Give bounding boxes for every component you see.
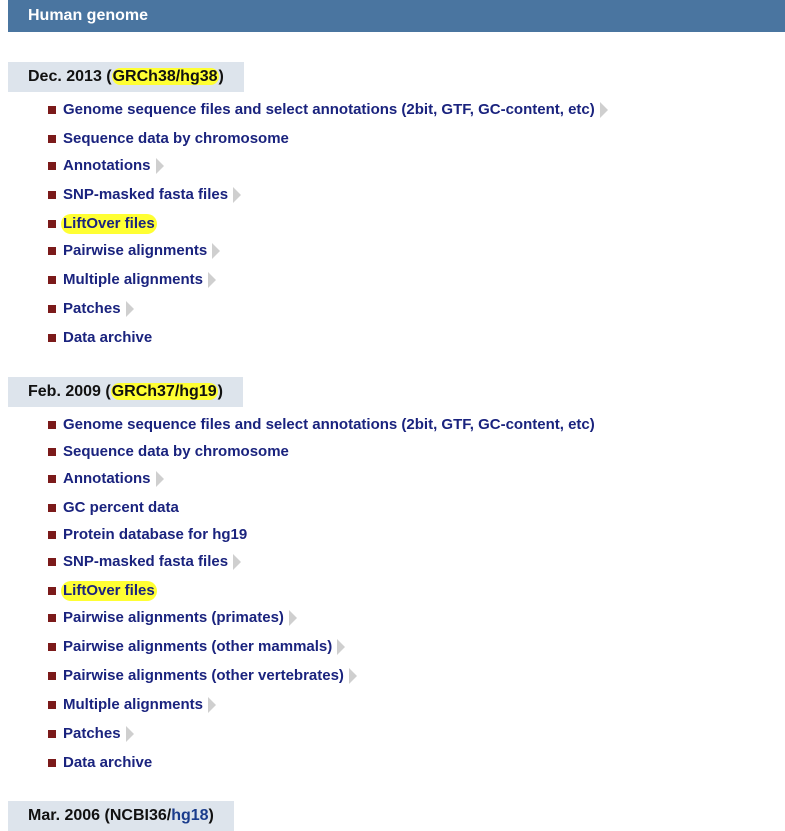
list-item [48,608,297,628]
pairwise-alignments-link[interactable]: Pairwise alignments [63,242,208,259]
list-item [48,525,247,545]
list-item [48,724,134,744]
bullet-icon [48,587,56,595]
bullet-icon [48,643,56,651]
list-item [48,129,289,149]
expand-arrow-icon[interactable] [337,639,345,655]
multiple-alignments-link[interactable]: Multiple alignments [63,696,204,713]
list-item [48,552,241,572]
annotations-link[interactable]: Annotations [63,157,151,174]
annotations-link[interactable]: Annotations [63,470,151,487]
bullet-icon [48,614,56,622]
liftover-files-link[interactable]: LiftOver files [63,582,155,599]
bullet-icon [48,162,56,170]
bullet-icon [48,334,56,342]
list-item [48,581,157,601]
genome-sequence-files-link[interactable]: Genome sequence files and select annotations (2bit, GTF, GC-content, etc) [63,416,595,433]
list-item [48,328,152,348]
expand-arrow-icon[interactable] [233,187,241,203]
list-item [48,753,152,773]
snp-masked-fasta-link[interactable]: SNP-masked fasta files [63,186,229,203]
assembly-link-hg18[interactable]: hg18 [171,807,209,824]
bullet-icon [48,475,56,483]
bullet-icon [48,504,56,512]
bullet-icon [48,276,56,284]
protein-database-link[interactable]: Protein database for hg19 [63,526,248,543]
expand-arrow-icon[interactable] [233,554,241,570]
bullet-icon [48,191,56,199]
assembly-link-hg38[interactable]: GRCh38/hg38 [112,68,218,85]
patches-link[interactable]: Patches [63,300,121,317]
bullet-icon [48,448,56,456]
bullet-icon [48,701,56,709]
list-item [48,241,220,261]
release-date: Mar. 2006 ( [28,807,110,824]
bullet-icon [48,247,56,255]
release-date: Feb. 2009 ( [28,383,111,400]
multiple-alignments-link[interactable]: Multiple alignments [63,271,204,288]
page-header [8,0,785,32]
expand-arrow-icon[interactable] [208,697,216,713]
pairwise-alignments-mammals-link[interactable]: Pairwise alignments (other mammals) [63,638,333,655]
list-item [48,299,134,319]
release-header-hg19: Feb. 2009 (GRCh37/hg19) [8,377,243,407]
list-item [48,469,164,489]
list-item [48,214,157,234]
list-item [48,637,345,657]
list-item [48,156,164,176]
bullet-icon [48,220,56,228]
snp-masked-fasta-link[interactable]: SNP-masked fasta files [63,553,229,570]
pairwise-alignments-vertebrates-link[interactable]: Pairwise alignments (other vertebrates) [63,667,344,684]
bullet-icon [48,672,56,680]
expand-arrow-icon[interactable] [289,610,297,626]
list-item [48,666,357,686]
expand-arrow-icon[interactable] [349,668,357,684]
list-item [48,185,241,205]
sequence-by-chromosome-link[interactable]: Sequence data by chromosome [63,130,289,147]
bullet-icon [48,106,56,114]
sequence-by-chromosome-link[interactable]: Sequence data by chromosome [63,443,289,460]
expand-arrow-icon[interactable] [126,726,134,742]
assembly-link-hg19[interactable]: GRCh37/hg19 [111,383,217,400]
bullet-icon [48,730,56,738]
list-item [48,498,179,518]
bullet-icon [48,305,56,313]
expand-arrow-icon[interactable] [208,272,216,288]
expand-arrow-icon[interactable] [212,243,220,259]
release-header-hg18: Mar. 2006 (NCBI36/hg18) [8,801,234,831]
liftover-files-link[interactable]: LiftOver files [63,215,155,232]
release-date: Dec. 2013 ( [28,68,112,85]
list-item [48,100,608,120]
bullet-icon [48,531,56,539]
expand-arrow-icon[interactable] [126,301,134,317]
gc-percent-data-link[interactable]: GC percent data [63,499,179,516]
release-header-hg38: Dec. 2013 (GRCh38/hg38) [8,62,244,92]
list-item [48,270,216,290]
list-item [48,695,216,715]
expand-arrow-icon[interactable] [156,471,164,487]
bullet-icon [48,421,56,429]
bullet-icon [48,558,56,566]
data-archive-link[interactable]: Data archive [63,329,153,346]
data-archive-link[interactable]: Data archive [63,754,153,771]
list-item [48,442,289,462]
bullet-icon [48,759,56,767]
list-item [48,415,595,435]
pairwise-alignments-primates-link[interactable]: Pairwise alignments (primates) [63,609,284,626]
expand-arrow-icon[interactable] [156,158,164,174]
header-title: Human genome [28,7,149,24]
patches-link[interactable]: Patches [63,725,121,742]
bullet-icon [48,135,56,143]
genome-sequence-files-link[interactable]: Genome sequence files and select annotations (2bit, GTF, GC-content, etc) [63,101,595,118]
expand-arrow-icon[interactable] [600,102,608,118]
